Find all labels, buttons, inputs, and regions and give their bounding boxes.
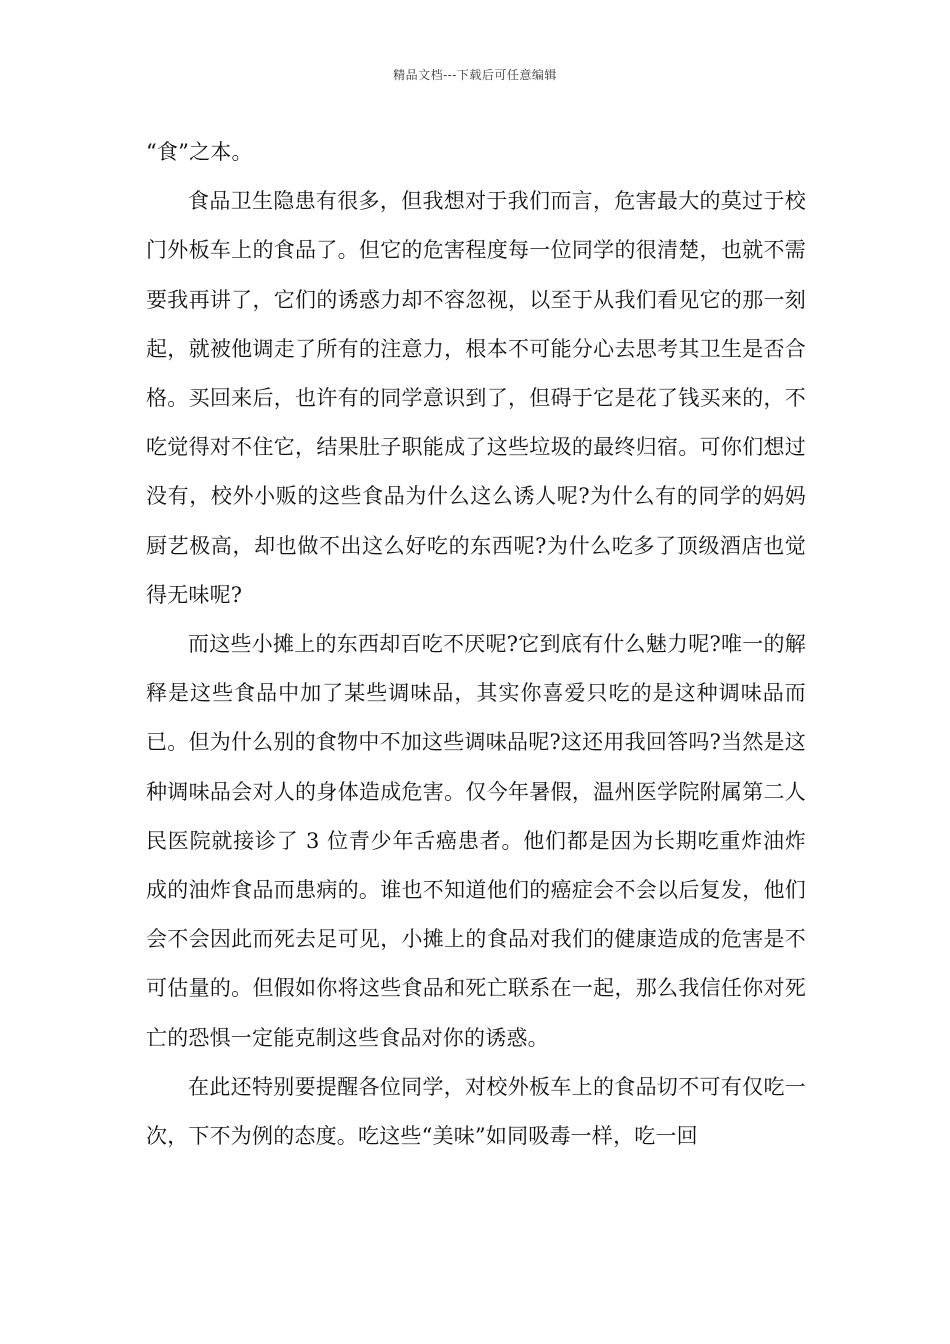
paragraph-4: 在此还特别要提醒各位同学，对校外板车上的食品切不可有仅吃一次，下不为例的态度。吃这些“美味”如同吸毒一样，吃一回 (146, 1074, 806, 1149)
paragraph-3: 而这些小摊上的东西却百吃不厌呢?它到底有什么魅力呢?唯一的解释是这些食品中加了某些调味品，其实你喜爱只吃的是这种调味品而已。但为什么别的食物中不加这些调味品呢?这还用我回答吗?当然是这种调味品会对人的身体造成危害。仅今年暑假，温州医学院附属第二人民医院就接诊了 3 位青少年舌癌患者。他们都是因为长期吃重炸油炸成的油炸食品而患病的。谁也不知道他们的癌症会不会以后复发，他们会不会因此而死去足可见，小摊上的食品对我们的健康造成的危害是不可估量的。但假如你将这些食品和死亡联系在一起，那么我信任你对死亡的恐惧一定能克制这些食品对你的诱惑。 (146, 632, 806, 1050)
document-body (146, 128, 806, 1161)
page-header: 精品文档---下载后可任意编辑 (393, 68, 557, 82)
paragraph-1: “食”之本。 (146, 140, 253, 164)
paragraph-2: 食品卫生隐患有很多，但我想对于我们而言，危害最大的莫过于校门外板车上的食品了。但它的危害程度每一位同学的很清楚，也就不需要我再讲了，它们的诱惑力却不容忽视，以至于从我们看见它的那一刻起，就被他调走了所有的注意力，根本不可能分心去思考其卫生是否合格。买回来后，也许有的同学意识到了，但碍于它是花了钱买来的，不吃觉得对不住它，结果肚子职能成了这些垃圾的最终归宿。可你们想过没有，校外小贩的这些食品为什么这么诱人呢?为什么有的同学的妈妈厨艺极高，却也做不出这么好吃的东西呢?为什么吃多了顶级酒店也觉得无味呢? (146, 189, 806, 607)
